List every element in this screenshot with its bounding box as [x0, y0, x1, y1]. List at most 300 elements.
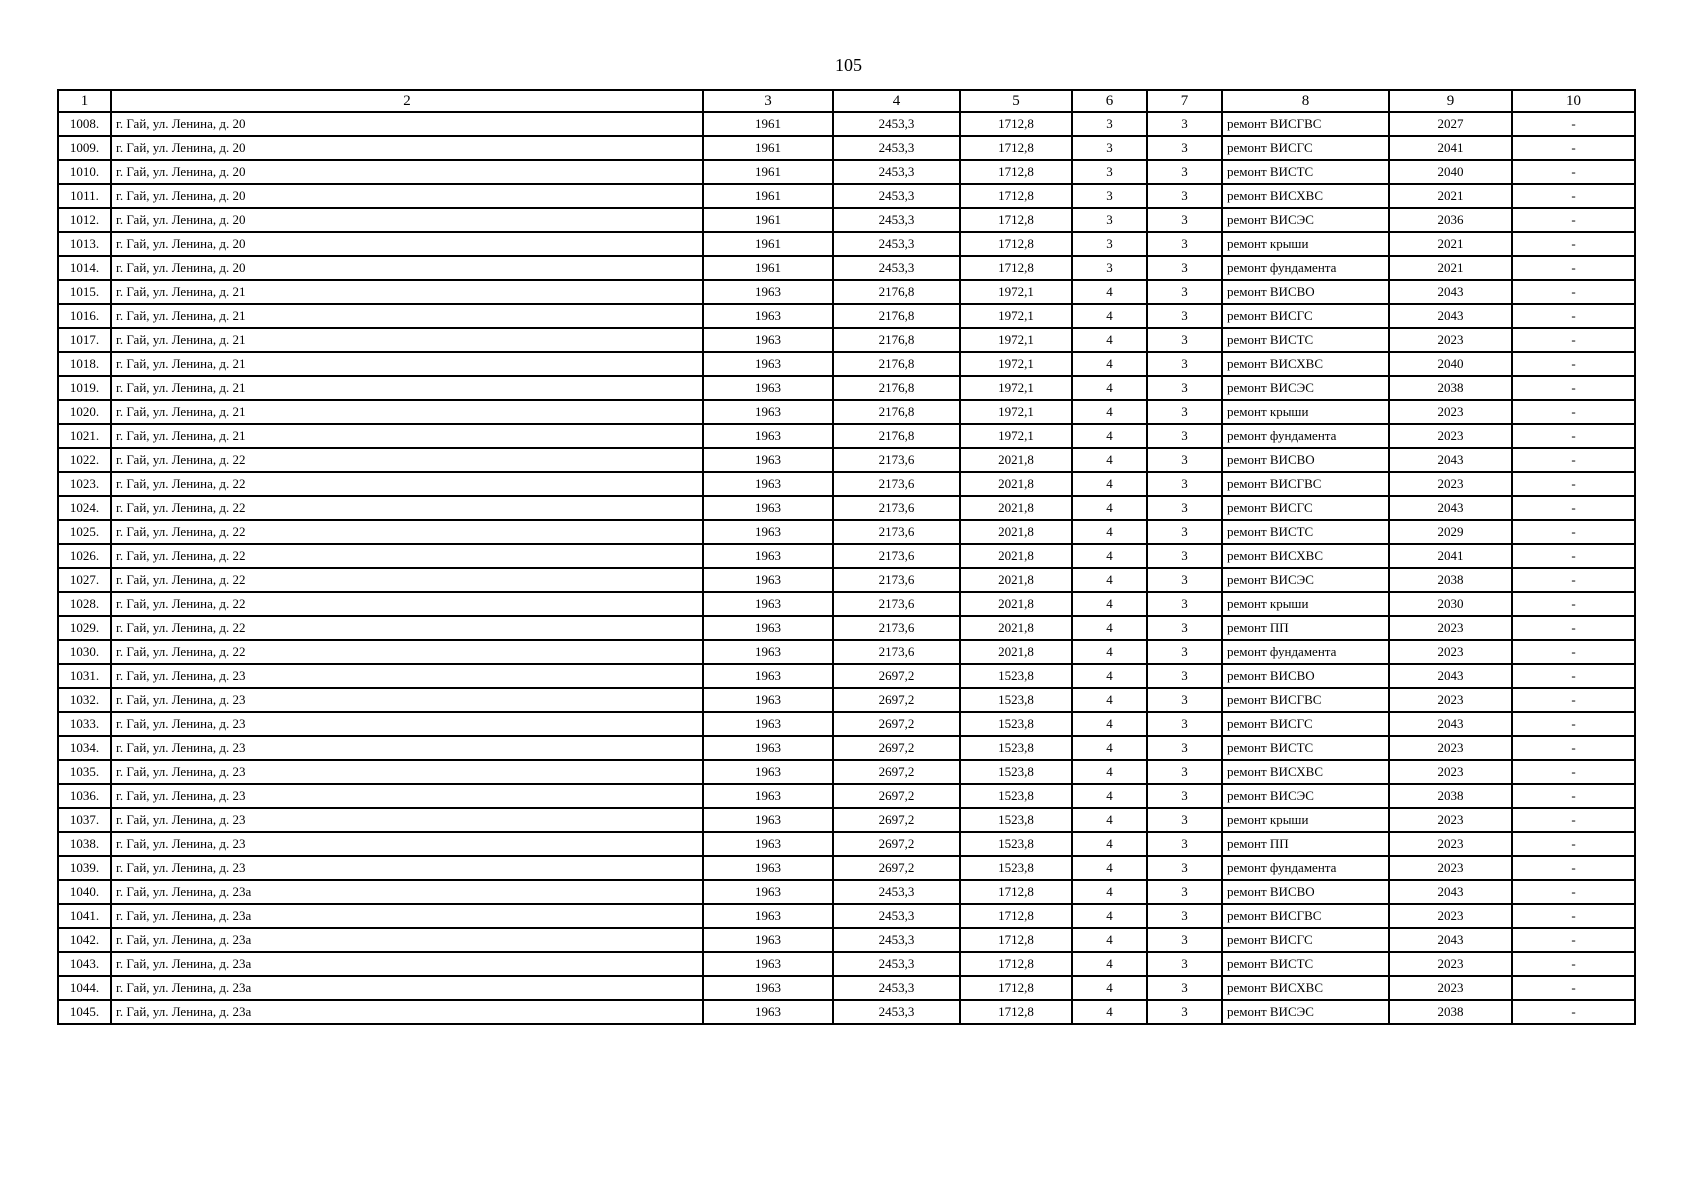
floors-cell: 3 [1072, 184, 1147, 208]
table-row [58, 448, 1635, 472]
column-7-cell: 3 [1147, 880, 1222, 904]
year-built-cell: 1961 [703, 232, 833, 256]
planned-year-cell: 2038 [1389, 568, 1512, 592]
column-header: 1 [58, 90, 111, 112]
table-row [58, 640, 1635, 664]
total-area-cell: 2173,6 [833, 472, 960, 496]
table-row [58, 832, 1635, 856]
address-cell: г. Гай, ул. Ленина, д. 21 [111, 376, 703, 400]
living-area-cell: 2021,8 [960, 544, 1072, 568]
column-10-cell: - [1512, 352, 1635, 376]
column-10-cell: - [1512, 160, 1635, 184]
floors-cell: 4 [1072, 664, 1147, 688]
total-area-cell: 2697,2 [833, 688, 960, 712]
floors-cell: 4 [1072, 352, 1147, 376]
total-area-cell: 2173,6 [833, 520, 960, 544]
column-7-cell: 3 [1147, 904, 1222, 928]
address-cell: г. Гай, ул. Ленина, д. 23 [111, 784, 703, 808]
column-7-cell: 3 [1147, 856, 1222, 880]
column-10-cell: - [1512, 880, 1635, 904]
address-cell: г. Гай, ул. Ленина, д. 20 [111, 136, 703, 160]
living-area-cell: 1972,1 [960, 424, 1072, 448]
address-cell: г. Гай, ул. Ленина, д. 21 [111, 352, 703, 376]
table-row [58, 880, 1635, 904]
table-row [58, 472, 1635, 496]
year-built-cell: 1961 [703, 256, 833, 280]
living-area-cell: 1523,8 [960, 856, 1072, 880]
year-built-cell: 1961 [703, 112, 833, 136]
floors-cell: 3 [1072, 256, 1147, 280]
address-cell: г. Гай, ул. Ленина, д. 20 [111, 256, 703, 280]
address-cell: г. Гай, ул. Ленина, д. 20 [111, 184, 703, 208]
address-cell: г. Гай, ул. Ленина, д. 23 [111, 832, 703, 856]
year-built-cell: 1963 [703, 976, 833, 1000]
row-number-cell: 1031. [58, 664, 111, 688]
year-built-cell: 1963 [703, 352, 833, 376]
column-7-cell: 3 [1147, 208, 1222, 232]
page-number: 105 [835, 55, 862, 75]
year-built-cell: 1963 [703, 832, 833, 856]
row-number-cell: 1036. [58, 784, 111, 808]
year-built-cell: 1963 [703, 544, 833, 568]
column-7-cell: 3 [1147, 112, 1222, 136]
work-type-cell: ремонт ВИСГВС [1222, 472, 1389, 496]
floors-cell: 4 [1072, 808, 1147, 832]
planned-year-cell: 2023 [1389, 808, 1512, 832]
floors-cell: 4 [1072, 952, 1147, 976]
column-10-cell: - [1512, 304, 1635, 328]
address-cell: г. Гай, ул. Ленина, д. 20 [111, 112, 703, 136]
column-7-cell: 3 [1147, 400, 1222, 424]
row-number-cell: 1042. [58, 928, 111, 952]
work-type-cell: ремонт ПП [1222, 616, 1389, 640]
total-area-cell: 2176,8 [833, 328, 960, 352]
living-area-cell: 1523,8 [960, 808, 1072, 832]
total-area-cell: 2173,6 [833, 592, 960, 616]
year-built-cell: 1963 [703, 592, 833, 616]
row-number-cell: 1032. [58, 688, 111, 712]
row-number-cell: 1008. [58, 112, 111, 136]
work-type-cell: ремонт ВИСГВС [1222, 688, 1389, 712]
living-area-cell: 1972,1 [960, 328, 1072, 352]
year-built-cell: 1961 [703, 136, 833, 160]
address-cell: г. Гай, ул. Ленина, д. 22 [111, 568, 703, 592]
address-cell: г. Гай, ул. Ленина, д. 21 [111, 328, 703, 352]
year-built-cell: 1963 [703, 496, 833, 520]
living-area-cell: 1523,8 [960, 760, 1072, 784]
living-area-cell: 1972,1 [960, 352, 1072, 376]
living-area-cell: 1972,1 [960, 376, 1072, 400]
column-7-cell: 3 [1147, 328, 1222, 352]
column-7-cell: 3 [1147, 688, 1222, 712]
column-10-cell: - [1512, 664, 1635, 688]
row-number-cell: 1009. [58, 136, 111, 160]
row-number-cell: 1027. [58, 568, 111, 592]
planned-year-cell: 2043 [1389, 664, 1512, 688]
year-built-cell: 1963 [703, 640, 833, 664]
total-area-cell: 2697,2 [833, 664, 960, 688]
column-7-cell: 3 [1147, 568, 1222, 592]
table-row [58, 712, 1635, 736]
address-cell: г. Гай, ул. Ленина, д. 21 [111, 424, 703, 448]
living-area-cell: 1972,1 [960, 304, 1072, 328]
row-number-cell: 1045. [58, 1000, 111, 1024]
planned-year-cell: 2023 [1389, 640, 1512, 664]
floors-cell: 3 [1072, 232, 1147, 256]
row-number-cell: 1035. [58, 760, 111, 784]
planned-year-cell: 2023 [1389, 400, 1512, 424]
row-number-cell: 1018. [58, 352, 111, 376]
total-area-cell: 2453,3 [833, 904, 960, 928]
column-10-cell: - [1512, 928, 1635, 952]
total-area-cell: 2697,2 [833, 760, 960, 784]
column-10-cell: - [1512, 808, 1635, 832]
planned-year-cell: 2027 [1389, 112, 1512, 136]
planned-year-cell: 2023 [1389, 328, 1512, 352]
floors-cell: 4 [1072, 928, 1147, 952]
work-type-cell: ремонт ВИСВО [1222, 664, 1389, 688]
column-7-cell: 3 [1147, 376, 1222, 400]
row-number-cell: 1026. [58, 544, 111, 568]
work-type-cell: ремонт ВИСХВС [1222, 760, 1389, 784]
floors-cell: 4 [1072, 400, 1147, 424]
address-cell: г. Гай, ул. Ленина, д. 23а [111, 928, 703, 952]
column-7-cell: 3 [1147, 640, 1222, 664]
total-area-cell: 2453,3 [833, 928, 960, 952]
work-type-cell: ремонт ВИСВО [1222, 280, 1389, 304]
table-header-row [58, 90, 1635, 112]
table-row [58, 328, 1635, 352]
row-number-cell: 1029. [58, 616, 111, 640]
planned-year-cell: 2041 [1389, 544, 1512, 568]
work-type-cell: ремонт ВИСЭС [1222, 1000, 1389, 1024]
table-row [58, 136, 1635, 160]
planned-year-cell: 2038 [1389, 784, 1512, 808]
year-built-cell: 1963 [703, 400, 833, 424]
column-7-cell: 3 [1147, 736, 1222, 760]
table-row [58, 592, 1635, 616]
row-number-cell: 1016. [58, 304, 111, 328]
floors-cell: 4 [1072, 616, 1147, 640]
total-area-cell: 2176,8 [833, 424, 960, 448]
address-cell: г. Гай, ул. Ленина, д. 23 [111, 712, 703, 736]
living-area-cell: 1712,8 [960, 904, 1072, 928]
work-type-cell: ремонт ВИСТС [1222, 520, 1389, 544]
column-10-cell: - [1512, 904, 1635, 928]
table-row [58, 616, 1635, 640]
column-10-cell: - [1512, 400, 1635, 424]
year-built-cell: 1963 [703, 688, 833, 712]
total-area-cell: 2453,3 [833, 952, 960, 976]
row-number-cell: 1041. [58, 904, 111, 928]
address-cell: г. Гай, ул. Ленина, д. 23а [111, 1000, 703, 1024]
column-10-cell: - [1512, 208, 1635, 232]
table-row [58, 976, 1635, 1000]
year-built-cell: 1963 [703, 328, 833, 352]
floors-cell: 4 [1072, 784, 1147, 808]
table-row [58, 160, 1635, 184]
column-header: 9 [1389, 90, 1512, 112]
work-type-cell: ремонт ВИСГС [1222, 304, 1389, 328]
planned-year-cell: 2023 [1389, 856, 1512, 880]
year-built-cell: 1961 [703, 208, 833, 232]
total-area-cell: 2176,8 [833, 304, 960, 328]
work-type-cell: ремонт крыши [1222, 232, 1389, 256]
table-row [58, 424, 1635, 448]
table-row [58, 280, 1635, 304]
column-10-cell: - [1512, 184, 1635, 208]
planned-year-cell: 2041 [1389, 136, 1512, 160]
table-row [58, 808, 1635, 832]
year-built-cell: 1963 [703, 952, 833, 976]
row-number-cell: 1030. [58, 640, 111, 664]
column-7-cell: 3 [1147, 256, 1222, 280]
total-area-cell: 2453,3 [833, 1000, 960, 1024]
work-type-cell: ремонт ВИСГВС [1222, 112, 1389, 136]
year-built-cell: 1963 [703, 376, 833, 400]
address-cell: г. Гай, ул. Ленина, д. 22 [111, 544, 703, 568]
column-10-cell: - [1512, 424, 1635, 448]
table-row [58, 184, 1635, 208]
address-cell: г. Гай, ул. Ленина, д. 23 [111, 688, 703, 712]
column-7-cell: 3 [1147, 760, 1222, 784]
work-type-cell: ремонт ВИСХВС [1222, 976, 1389, 1000]
column-10-cell: - [1512, 736, 1635, 760]
planned-year-cell: 2040 [1389, 352, 1512, 376]
column-10-cell: - [1512, 688, 1635, 712]
total-area-cell: 2173,6 [833, 496, 960, 520]
column-7-cell: 3 [1147, 280, 1222, 304]
work-type-cell: ремонт ВИСВО [1222, 448, 1389, 472]
address-cell: г. Гай, ул. Ленина, д. 23 [111, 856, 703, 880]
year-built-cell: 1963 [703, 736, 833, 760]
table-row [58, 376, 1635, 400]
planned-year-cell: 2023 [1389, 736, 1512, 760]
row-number-cell: 1039. [58, 856, 111, 880]
row-number-cell: 1017. [58, 328, 111, 352]
total-area-cell: 2453,3 [833, 256, 960, 280]
total-area-cell: 2453,3 [833, 880, 960, 904]
total-area-cell: 2697,2 [833, 784, 960, 808]
work-type-cell: ремонт фундамента [1222, 640, 1389, 664]
column-7-cell: 3 [1147, 136, 1222, 160]
year-built-cell: 1961 [703, 160, 833, 184]
address-cell: г. Гай, ул. Ленина, д. 23а [111, 976, 703, 1000]
column-7-cell: 3 [1147, 544, 1222, 568]
column-7-cell: 3 [1147, 976, 1222, 1000]
work-type-cell: ремонт ВИСТС [1222, 736, 1389, 760]
column-7-cell: 3 [1147, 1000, 1222, 1024]
year-built-cell: 1963 [703, 880, 833, 904]
floors-cell: 4 [1072, 568, 1147, 592]
total-area-cell: 2173,6 [833, 448, 960, 472]
living-area-cell: 1712,8 [960, 880, 1072, 904]
column-10-cell: - [1512, 568, 1635, 592]
living-area-cell: 1712,8 [960, 256, 1072, 280]
planned-year-cell: 2021 [1389, 232, 1512, 256]
address-cell: г. Гай, ул. Ленина, д. 22 [111, 472, 703, 496]
floors-cell: 4 [1072, 832, 1147, 856]
column-10-cell: - [1512, 544, 1635, 568]
living-area-cell: 2021,8 [960, 640, 1072, 664]
floors-cell: 4 [1072, 328, 1147, 352]
column-10-cell: - [1512, 784, 1635, 808]
row-number-cell: 1013. [58, 232, 111, 256]
floors-cell: 4 [1072, 592, 1147, 616]
column-10-cell: - [1512, 1000, 1635, 1024]
floors-cell: 4 [1072, 1000, 1147, 1024]
total-area-cell: 2453,3 [833, 232, 960, 256]
column-7-cell: 3 [1147, 424, 1222, 448]
column-header: 6 [1072, 90, 1147, 112]
living-area-cell: 1712,8 [960, 232, 1072, 256]
floors-cell: 4 [1072, 856, 1147, 880]
living-area-cell: 1712,8 [960, 928, 1072, 952]
floors-cell: 4 [1072, 544, 1147, 568]
column-7-cell: 3 [1147, 184, 1222, 208]
total-area-cell: 2697,2 [833, 712, 960, 736]
column-10-cell: - [1512, 856, 1635, 880]
total-area-cell: 2176,8 [833, 400, 960, 424]
total-area-cell: 2453,3 [833, 136, 960, 160]
living-area-cell: 1523,8 [960, 784, 1072, 808]
total-area-cell: 2453,3 [833, 208, 960, 232]
address-cell: г. Гай, ул. Ленина, д. 20 [111, 232, 703, 256]
floors-cell: 4 [1072, 448, 1147, 472]
year-built-cell: 1963 [703, 520, 833, 544]
work-type-cell: ремонт ВИСТС [1222, 328, 1389, 352]
column-7-cell: 3 [1147, 592, 1222, 616]
total-area-cell: 2453,3 [833, 184, 960, 208]
address-cell: г. Гай, ул. Ленина, д. 22 [111, 640, 703, 664]
table-row [58, 112, 1635, 136]
living-area-cell: 1712,8 [960, 1000, 1072, 1024]
work-type-cell: ремонт фундамента [1222, 856, 1389, 880]
column-7-cell: 3 [1147, 952, 1222, 976]
column-7-cell: 3 [1147, 304, 1222, 328]
planned-year-cell: 2038 [1389, 376, 1512, 400]
living-area-cell: 1523,8 [960, 712, 1072, 736]
column-10-cell: - [1512, 112, 1635, 136]
total-area-cell: 2453,3 [833, 112, 960, 136]
living-area-cell: 1712,8 [960, 952, 1072, 976]
living-area-cell: 1712,8 [960, 136, 1072, 160]
living-area-cell: 1712,8 [960, 208, 1072, 232]
table-row [58, 520, 1635, 544]
row-number-cell: 1022. [58, 448, 111, 472]
planned-year-cell: 2023 [1389, 424, 1512, 448]
work-type-cell: ремонт ПП [1222, 832, 1389, 856]
floors-cell: 3 [1072, 112, 1147, 136]
table-row [58, 568, 1635, 592]
work-type-cell: ремонт ВИСГВС [1222, 904, 1389, 928]
work-type-cell: ремонт фундамента [1222, 424, 1389, 448]
year-built-cell: 1963 [703, 664, 833, 688]
column-7-cell: 3 [1147, 448, 1222, 472]
floors-cell: 4 [1072, 424, 1147, 448]
work-type-cell: ремонт ВИСЭС [1222, 568, 1389, 592]
table-row [58, 232, 1635, 256]
planned-year-cell: 2043 [1389, 928, 1512, 952]
row-number-cell: 1025. [58, 520, 111, 544]
work-type-cell: ремонт ВИСГС [1222, 496, 1389, 520]
planned-year-cell: 2030 [1389, 592, 1512, 616]
planned-year-cell: 2023 [1389, 904, 1512, 928]
total-area-cell: 2176,8 [833, 280, 960, 304]
living-area-cell: 2021,8 [960, 592, 1072, 616]
planned-year-cell: 2023 [1389, 616, 1512, 640]
table-body [58, 112, 1635, 1024]
total-area-cell: 2697,2 [833, 856, 960, 880]
repair-schedule-table [57, 89, 1636, 1025]
address-cell: г. Гай, ул. Ленина, д. 23 [111, 760, 703, 784]
column-10-cell: - [1512, 952, 1635, 976]
row-number-cell: 1024. [58, 496, 111, 520]
living-area-cell: 1972,1 [960, 400, 1072, 424]
table-row [58, 544, 1635, 568]
address-cell: г. Гай, ул. Ленина, д. 23 [111, 736, 703, 760]
row-number-cell: 1020. [58, 400, 111, 424]
work-type-cell: ремонт ВИСТС [1222, 160, 1389, 184]
total-area-cell: 2173,6 [833, 568, 960, 592]
living-area-cell: 1523,8 [960, 664, 1072, 688]
total-area-cell: 2453,3 [833, 160, 960, 184]
address-cell: г. Гай, ул. Ленина, д. 21 [111, 280, 703, 304]
table-row [58, 928, 1635, 952]
row-number-cell: 1037. [58, 808, 111, 832]
work-type-cell: ремонт ВИСТС [1222, 952, 1389, 976]
year-built-cell: 1963 [703, 568, 833, 592]
table-row [58, 496, 1635, 520]
year-built-cell: 1963 [703, 760, 833, 784]
floors-cell: 4 [1072, 760, 1147, 784]
table-row [58, 736, 1635, 760]
year-built-cell: 1961 [703, 184, 833, 208]
row-number-cell: 1014. [58, 256, 111, 280]
address-cell: г. Гай, ул. Ленина, д. 23 [111, 808, 703, 832]
planned-year-cell: 2036 [1389, 208, 1512, 232]
planned-year-cell: 2043 [1389, 304, 1512, 328]
address-cell: г. Гай, ул. Ленина, д. 23а [111, 952, 703, 976]
column-10-cell: - [1512, 712, 1635, 736]
floors-cell: 4 [1072, 688, 1147, 712]
column-10-cell: - [1512, 136, 1635, 160]
planned-year-cell: 2023 [1389, 688, 1512, 712]
year-built-cell: 1963 [703, 808, 833, 832]
row-number-cell: 1033. [58, 712, 111, 736]
address-cell: г. Гай, ул. Ленина, д. 23а [111, 880, 703, 904]
column-7-cell: 3 [1147, 928, 1222, 952]
column-10-cell: - [1512, 520, 1635, 544]
column-7-cell: 3 [1147, 784, 1222, 808]
column-10-cell: - [1512, 280, 1635, 304]
column-10-cell: - [1512, 496, 1635, 520]
column-10-cell: - [1512, 376, 1635, 400]
table-row [58, 688, 1635, 712]
table-row [58, 400, 1635, 424]
planned-year-cell: 2023 [1389, 472, 1512, 496]
living-area-cell: 2021,8 [960, 616, 1072, 640]
year-built-cell: 1963 [703, 280, 833, 304]
planned-year-cell: 2043 [1389, 448, 1512, 472]
total-area-cell: 2697,2 [833, 832, 960, 856]
work-type-cell: ремонт ВИСЭС [1222, 376, 1389, 400]
year-built-cell: 1963 [703, 1000, 833, 1024]
floors-cell: 4 [1072, 520, 1147, 544]
address-cell: г. Гай, ул. Ленина, д. 22 [111, 616, 703, 640]
column-7-cell: 3 [1147, 232, 1222, 256]
year-built-cell: 1963 [703, 712, 833, 736]
